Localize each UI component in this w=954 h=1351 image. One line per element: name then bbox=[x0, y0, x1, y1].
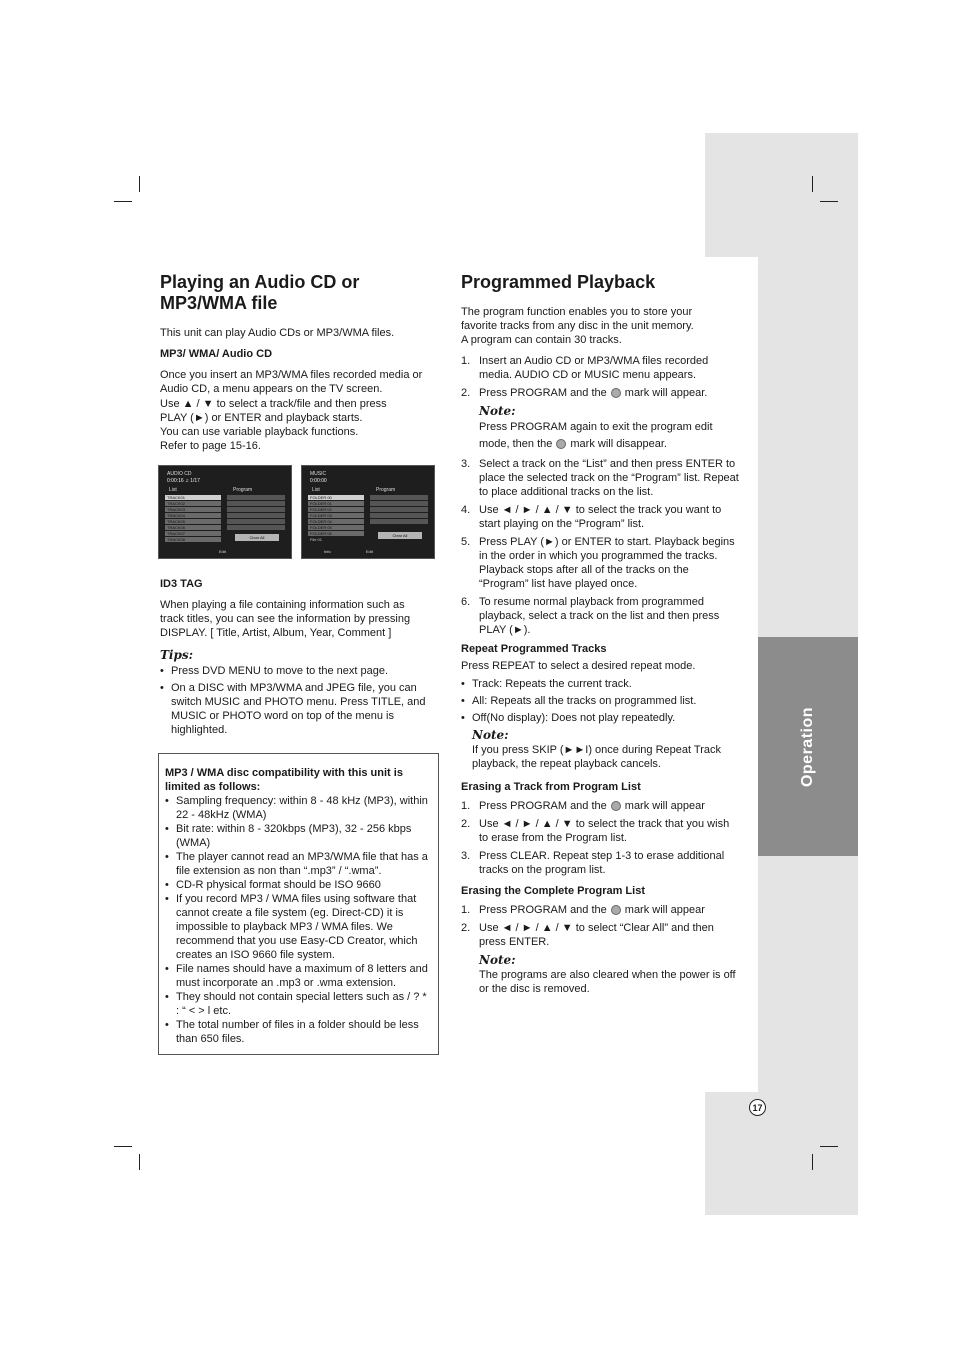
compat-item: • Bit rate: within 8 - 320kbps (MP3), 32 - 256 kbps (WMA) bbox=[165, 822, 431, 850]
step-3: 3. Select a track on the “List” and then press ENTER to place the selected track on the “Program” list. Repeat to place additional tracks on the list. bbox=[461, 458, 739, 498]
step-text: Press PROGRAM and the bbox=[479, 387, 607, 399]
step-text: mark will appear. bbox=[624, 387, 708, 399]
text-line: Use ▲ / ▼ to select a track/file and then press bbox=[160, 398, 387, 410]
screen-footer: Edit bbox=[219, 549, 226, 554]
text-line: Once you insert an MP3/WMA files recorded media or bbox=[160, 369, 423, 381]
note-label: Note: bbox=[472, 728, 509, 742]
crop-mark bbox=[139, 1154, 140, 1170]
erase-step-3: 3. Press CLEAR. Repeat step 1-3 to erase additional tracks on the program list. bbox=[461, 850, 725, 876]
program-mark-icon bbox=[611, 905, 621, 915]
track-row: TRACK04 bbox=[165, 513, 221, 518]
program-intro bbox=[461, 305, 741, 347]
screen-title: AUDIO CD bbox=[167, 471, 192, 477]
step-text: Use ◄ / ► / ▲ / ▼ to select “Clear All” and then press ENTER. bbox=[479, 922, 714, 948]
program-slot bbox=[370, 507, 428, 512]
program-slot bbox=[370, 495, 428, 500]
step-text: mark will appear bbox=[624, 800, 705, 812]
folder-row: FOLDER 06 bbox=[308, 531, 364, 536]
step-text: Use ◄ / ► / ▲ / ▼ to select the track you want to start playing on the “Program” list. bbox=[479, 504, 722, 530]
folder-row: FOLDER 04 bbox=[308, 519, 364, 524]
step-text: Insert an Audio CD or MP3/WMA files recorded media. AUDIO CD or MUSIC menu appears. bbox=[479, 355, 709, 381]
step-text: Use ◄ / ► / ▲ / ▼ to select the track that you wish to erase from the Program list. bbox=[479, 818, 730, 844]
text-line: Refer to page 15-16. bbox=[160, 440, 261, 452]
subheading-id3: ID3 TAG bbox=[160, 578, 203, 590]
step-text: mark will appear bbox=[624, 904, 705, 916]
compat-item: • The total number of files in a folder should be less than 650 files. bbox=[165, 1018, 431, 1046]
subheading-erase-all: Erasing the Complete Program List bbox=[461, 885, 645, 897]
left-intro: This unit can play Audio CDs or MP3/WMA files. bbox=[160, 327, 395, 339]
folder-row: FOLDER 01 bbox=[308, 501, 364, 506]
tips-label: Tips: bbox=[160, 648, 194, 662]
subheading-repeat: Repeat Programmed Tracks bbox=[461, 643, 607, 655]
crop-mark bbox=[139, 176, 140, 192]
text-line: You can use variable playback functions. bbox=[160, 426, 359, 438]
compat-item: • File names should have a maximum of 8 letters and must incorporate an .mp3 or .wma extension. bbox=[165, 962, 431, 990]
program-slot bbox=[227, 513, 285, 518]
step-5: 5. Press PLAY (►) or ENTER to start. Playback begins in the order in which you programmed the tracks. Playback stops after all of the tracks on the “Program” list have played once. bbox=[461, 536, 735, 590]
id3-paragraph bbox=[160, 598, 450, 640]
repeat-item: • All: Repeats all the tracks on programmed list. bbox=[461, 694, 741, 708]
side-tab-lower bbox=[758, 856, 858, 1092]
track-row: TRACK06 bbox=[165, 525, 221, 530]
program-mark-icon bbox=[556, 439, 566, 449]
text-line: A program can contain 30 tracks. bbox=[461, 334, 622, 346]
track-row: TRACK07 bbox=[165, 531, 221, 536]
step-text: Press PROGRAM and the bbox=[479, 904, 607, 916]
note-text: The programs are also cleared when the power is off or the disc is removed. bbox=[479, 969, 736, 995]
compat-item: • Sampling frequency: within 8 - 48 kHz (MP3), within 22 - 48kHz (WMA) bbox=[165, 794, 431, 822]
screen-time: 0:00:00 bbox=[310, 478, 327, 484]
screen-title: MUSIC bbox=[310, 471, 327, 477]
music-menu-screenshot bbox=[301, 465, 435, 559]
compat-item: • The player cannot read an MP3/WMA file that has a file extension as non than “.mp3” / “.wma”. bbox=[165, 850, 431, 878]
track-row: TRACK01 bbox=[165, 495, 221, 500]
program-mark-icon bbox=[611, 801, 621, 811]
erase-step-1: 1. Press PROGRAM and the mark will appear bbox=[461, 800, 705, 812]
audio-cd-menu-screenshot bbox=[158, 465, 292, 559]
program-slot bbox=[370, 519, 428, 524]
text-line: When playing a file containing information such as bbox=[160, 599, 405, 611]
folder-row: FOLDER 05 bbox=[308, 525, 364, 530]
side-tab-top bbox=[705, 133, 858, 257]
screen-footer-edit: Edit bbox=[366, 549, 373, 554]
clear-all-button: Clear All bbox=[378, 532, 422, 539]
subheading-mp3: MP3/ WMA/ Audio CD bbox=[160, 348, 273, 360]
note-text: mode, then the bbox=[479, 438, 553, 450]
compat-item: • If you record MP3 / WMA files using software that cannot create a file system (eg. Direct-CD) it is impossible to playback MP3 / WMA files. We recommend that you use Easy-CD Creator, which creates an ISO 9660 file system. bbox=[165, 892, 431, 962]
subheading-erase: Erasing a Track from Program List bbox=[461, 781, 641, 793]
note-text: If you press SKIP (►►I) once during Repeat Track playback, the repeat playback cancels. bbox=[472, 744, 722, 770]
track-row: TRACK03 bbox=[165, 507, 221, 512]
text-line: DISPLAY. [ Title, Artist, Album, Year, Comment ] bbox=[160, 627, 392, 639]
program-slot bbox=[227, 525, 285, 530]
step-text: Press PLAY (►) or ENTER to start. Playback begins in the order in which you programmed the tracks. Playback stops after all of the tracks on the “Program” list have played once. bbox=[479, 536, 735, 590]
track-row: TRACK08 bbox=[165, 537, 221, 542]
repeat-intro: Press REPEAT to select a desired repeat mode. bbox=[461, 660, 696, 672]
program-slot bbox=[227, 519, 285, 524]
screen-footer-info: Info bbox=[324, 549, 331, 554]
folder-row: FOLDER 03 bbox=[308, 513, 364, 518]
file-row: File 01 bbox=[310, 537, 323, 542]
note-text: Press PROGRAM again to exit the program edit bbox=[479, 421, 713, 433]
step-text: To resume normal playback from programmed playback, select a track on the list and then press PLAY (►). bbox=[479, 596, 720, 636]
program-slot bbox=[370, 513, 428, 518]
folder-row: FOLDER 02 bbox=[308, 507, 364, 512]
tip-item: • On a DISC with MP3/WMA and JPEG file, you can switch MUSIC and PHOTO menu. Press TITLE, and MUSIC or PHOTO word on top of the menu is highlighted. bbox=[160, 681, 443, 737]
page-number: 17 bbox=[749, 1099, 766, 1116]
repeat-item: • Track: Repeats the current track. bbox=[461, 677, 741, 691]
step-6: 6. To resume normal playback from programmed playback, select a track on the list and then press PLAY (►). bbox=[461, 596, 720, 636]
list-header: List bbox=[169, 487, 177, 493]
compat-item: • They should not contain special letters such as / ? * : “ < > l etc. bbox=[165, 990, 431, 1018]
tips-list bbox=[160, 664, 443, 740]
crop-mark bbox=[820, 1146, 838, 1147]
note-block-3 bbox=[461, 953, 741, 996]
program-slot bbox=[227, 495, 285, 500]
compatibility-box bbox=[158, 753, 439, 1055]
side-tab-middle bbox=[758, 257, 858, 637]
program-header: Program bbox=[376, 487, 396, 493]
list-header: List bbox=[312, 487, 320, 493]
repeat-item: • Off(No display): Does not play repeatedly. bbox=[461, 711, 741, 725]
step-text: Press PROGRAM and the bbox=[479, 800, 607, 812]
program-header: Program bbox=[233, 487, 253, 493]
text-line: PLAY (►) or ENTER and playback starts. bbox=[160, 412, 363, 424]
title-line-1: Playing an Audio CD or bbox=[160, 272, 360, 292]
clear-all-button: Clear All bbox=[235, 534, 279, 541]
program-mark-icon bbox=[611, 388, 621, 398]
step-1: 1. Insert an Audio CD or MP3/WMA files recorded media. AUDIO CD or MUSIC menu appears. bbox=[461, 355, 709, 381]
side-tab-bottom bbox=[705, 1092, 858, 1215]
crop-mark bbox=[820, 201, 838, 202]
program-slot bbox=[227, 501, 285, 506]
program-slot bbox=[227, 507, 285, 512]
folder-row: FOLDER 00 bbox=[308, 495, 364, 500]
crop-mark bbox=[812, 176, 813, 192]
track-row: TRACK05 bbox=[165, 519, 221, 524]
step-text: Select a track on the “List” and then press ENTER to place the selected track on the “Program” list. Repeat to place additional tracks on the list. bbox=[479, 458, 739, 498]
program-steps bbox=[461, 354, 741, 996]
text-line: track titles, you can see the information by pressing bbox=[160, 613, 411, 625]
program-slot bbox=[370, 501, 428, 506]
section-label: Operation bbox=[799, 706, 816, 787]
text-line: Audio CD, a menu appears on the TV screen. bbox=[160, 383, 383, 395]
text-line: favorite tracks from any disc in the unit memory. bbox=[461, 320, 694, 332]
note-text: mark will disappear. bbox=[570, 438, 667, 450]
crop-mark bbox=[114, 201, 132, 202]
erase-all-step-1: 1. Press PROGRAM and the mark will appear bbox=[461, 904, 705, 916]
note-label: Note: bbox=[479, 953, 516, 967]
crop-mark bbox=[114, 1146, 132, 1147]
right-title: Programmed Playback bbox=[461, 272, 656, 292]
note-label: Note: bbox=[479, 404, 516, 418]
step-2: 2. Press PROGRAM and the mark will appear. bbox=[461, 387, 708, 399]
tip-item: • Press DVD MENU to move to the next page. bbox=[160, 664, 443, 678]
mp3-paragraph bbox=[160, 368, 450, 453]
repeat-modes bbox=[461, 677, 741, 725]
compat-item: • CD-R physical format should be ISO 9660 bbox=[165, 878, 431, 892]
box-title: MP3 / WMA disc compatibility with this unit is limited as follows: bbox=[165, 767, 403, 793]
erase-all-step-2: 2. Use ◄ / ► / ▲ / ▼ to select “Clear All” and then press ENTER. bbox=[461, 922, 714, 948]
left-title bbox=[160, 272, 445, 314]
note-block-2 bbox=[461, 728, 741, 771]
note-block-1 bbox=[461, 404, 741, 453]
title-line-2: MP3/WMA file bbox=[160, 293, 278, 313]
screen-time: 0:00:16 ♫ 1/17 bbox=[167, 478, 200, 484]
text-line: The program function enables you to store your bbox=[461, 306, 693, 318]
track-row: TRACK02 bbox=[165, 501, 221, 506]
crop-mark bbox=[812, 1154, 813, 1170]
step-4: 4. Use ◄ / ► / ▲ / ▼ to select the track you want to start playing on the “Program” list. bbox=[461, 504, 722, 530]
erase-step-2: 2. Use ◄ / ► / ▲ / ▼ to select the track that you wish to erase from the Program list. bbox=[461, 818, 730, 844]
compatibility-list bbox=[165, 794, 431, 1046]
step-text: Press CLEAR. Repeat step 1-3 to erase additional tracks on the program list. bbox=[479, 850, 725, 876]
